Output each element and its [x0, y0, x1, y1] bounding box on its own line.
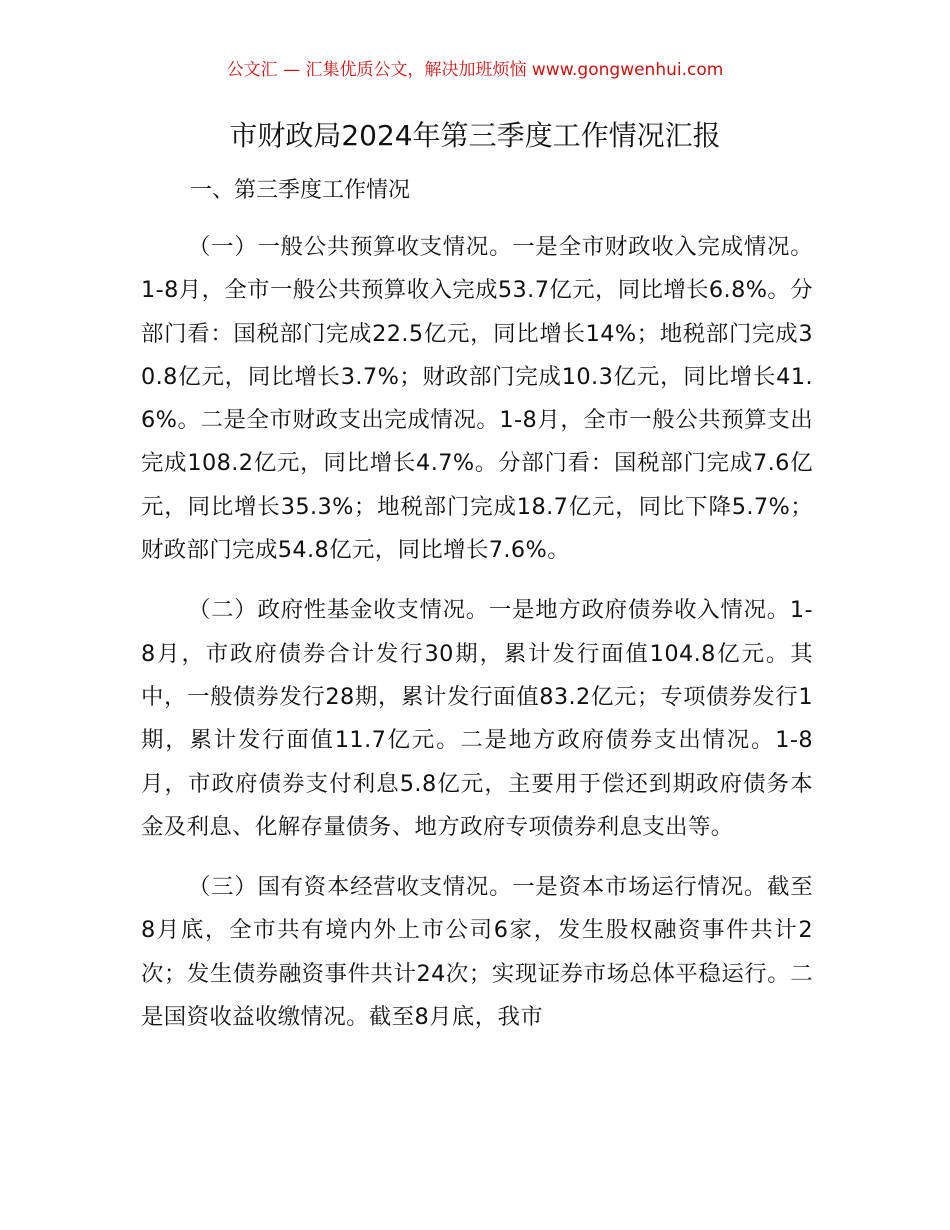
site-banner: 公文汇 — 汇集优质公文，解决加班烦恼 www.gongwenhui.com [226, 60, 724, 80]
paragraph-government-fund: （二）政府性基金收支情况。一是地方政府债券收入情况。1-8月，市政府债券合计发行30期，累计发行面值104.8亿元。其中，一般债券发行28期，累计发行面值83.2亿元；专项债券发行1期，累计发行面值11.7亿元。二是地方政府债券支出情况。1-8月，市政府债券支付利息5.8亿元，主要用于偿还到期政府债务本金及利息、化解存量债务、地方政府专项债券利息支出等。 [141, 597, 813, 840]
section-heading: 一、第三季度工作情况 [190, 178, 411, 203]
document-body [141, 226, 813, 1056]
paragraph-state-capital: （三）国有资本经营收支情况。一是资本市场运行情况。截至8月底，全市共有境内外上市公司6家，发生股权融资事件共计2次；发生债券融资事件共计24次；实现证券市场总体平稳运行。二是国资收益收缴情况。截至8月底，我市 [141, 874, 813, 1031]
paragraph-general-budget: （一）一般公共预算收支情况。一是全市财政收入完成情况。1-8月，全市一般公共预算收入完成53.7亿元，同比增长6.8%。分部门看：国税部门完成22.5亿元，同比增长14%；地税部门完成30.8亿元，同比增长3.7%；财政部门完成10.3亿元，同比增长41.6%。二是全市财政支出完成情况。1-8月，全市一般公共预算支出完成108.2亿元，同比增长4.7%。分部门看：国税部门完成7.6亿元，同比增长35.3%；地税部门完成18.7亿元，同比下降5.7%；财政部门完成54.8亿元，同比增长7.6%。 [141, 234, 813, 564]
document-title: 市财政局2024年第三季度工作情况汇报 [229, 119, 721, 152]
